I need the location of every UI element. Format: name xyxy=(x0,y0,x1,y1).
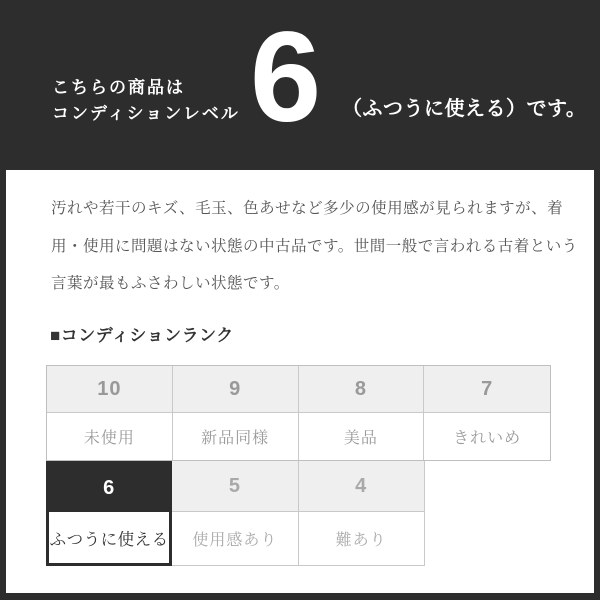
current-rank-highlight-block xyxy=(46,461,172,566)
rank-number-cell-7: 7 xyxy=(424,366,550,413)
rank-number-cell-5: 5 xyxy=(172,461,298,512)
rank-number-cell-8: 8 xyxy=(299,366,425,413)
condition-description-paragraph: 汚れや若干のキズ、毛玉、色あせなど多少の使用感が見られますが、着用・使用に問題はない状態の中古品です。世間一般で言われる古着という言葉が最もふさわしい状態です。 xyxy=(51,200,578,292)
rank-number-cell-10: 10 xyxy=(47,366,173,413)
rank-table-empty-cell-top xyxy=(425,461,551,512)
condition-detail-panel xyxy=(6,170,594,593)
condition-header xyxy=(0,0,600,170)
rank-label-cell-7: きれいめ xyxy=(424,413,550,460)
current-rank-label-cell: ふつうに使える xyxy=(49,512,169,563)
condition-level-number: 6 xyxy=(250,6,322,149)
current-rank-number-cell: 6 xyxy=(49,464,169,512)
rank-number-cell-4: 4 xyxy=(299,461,425,512)
rank-number-cell-9: 9 xyxy=(173,366,299,413)
rank-label-cell-10: 未使用 xyxy=(47,413,173,460)
condition-intro-line1: こちらの商品は xyxy=(52,78,185,97)
rank-table-upper-rows xyxy=(46,365,551,461)
condition-level-description: （ふつうに使える）です。 xyxy=(342,98,587,120)
rank-label-cell-4: 難あり xyxy=(299,512,425,566)
rank-label-cell-9: 新品同様 xyxy=(173,413,299,460)
rank-label-cell-8: 美品 xyxy=(299,413,425,460)
rank-table-lower-rows xyxy=(46,461,551,566)
condition-intro-line2: コンディションレベル xyxy=(52,104,240,123)
rank-table-empty-cell-bottom xyxy=(425,512,551,566)
condition-rank-section-title: ■コンディションランク xyxy=(50,326,234,345)
rank-label-cell-5: 使用感あり xyxy=(172,512,298,566)
condition-intro-text xyxy=(52,75,240,127)
condition-rank-table xyxy=(46,365,551,566)
